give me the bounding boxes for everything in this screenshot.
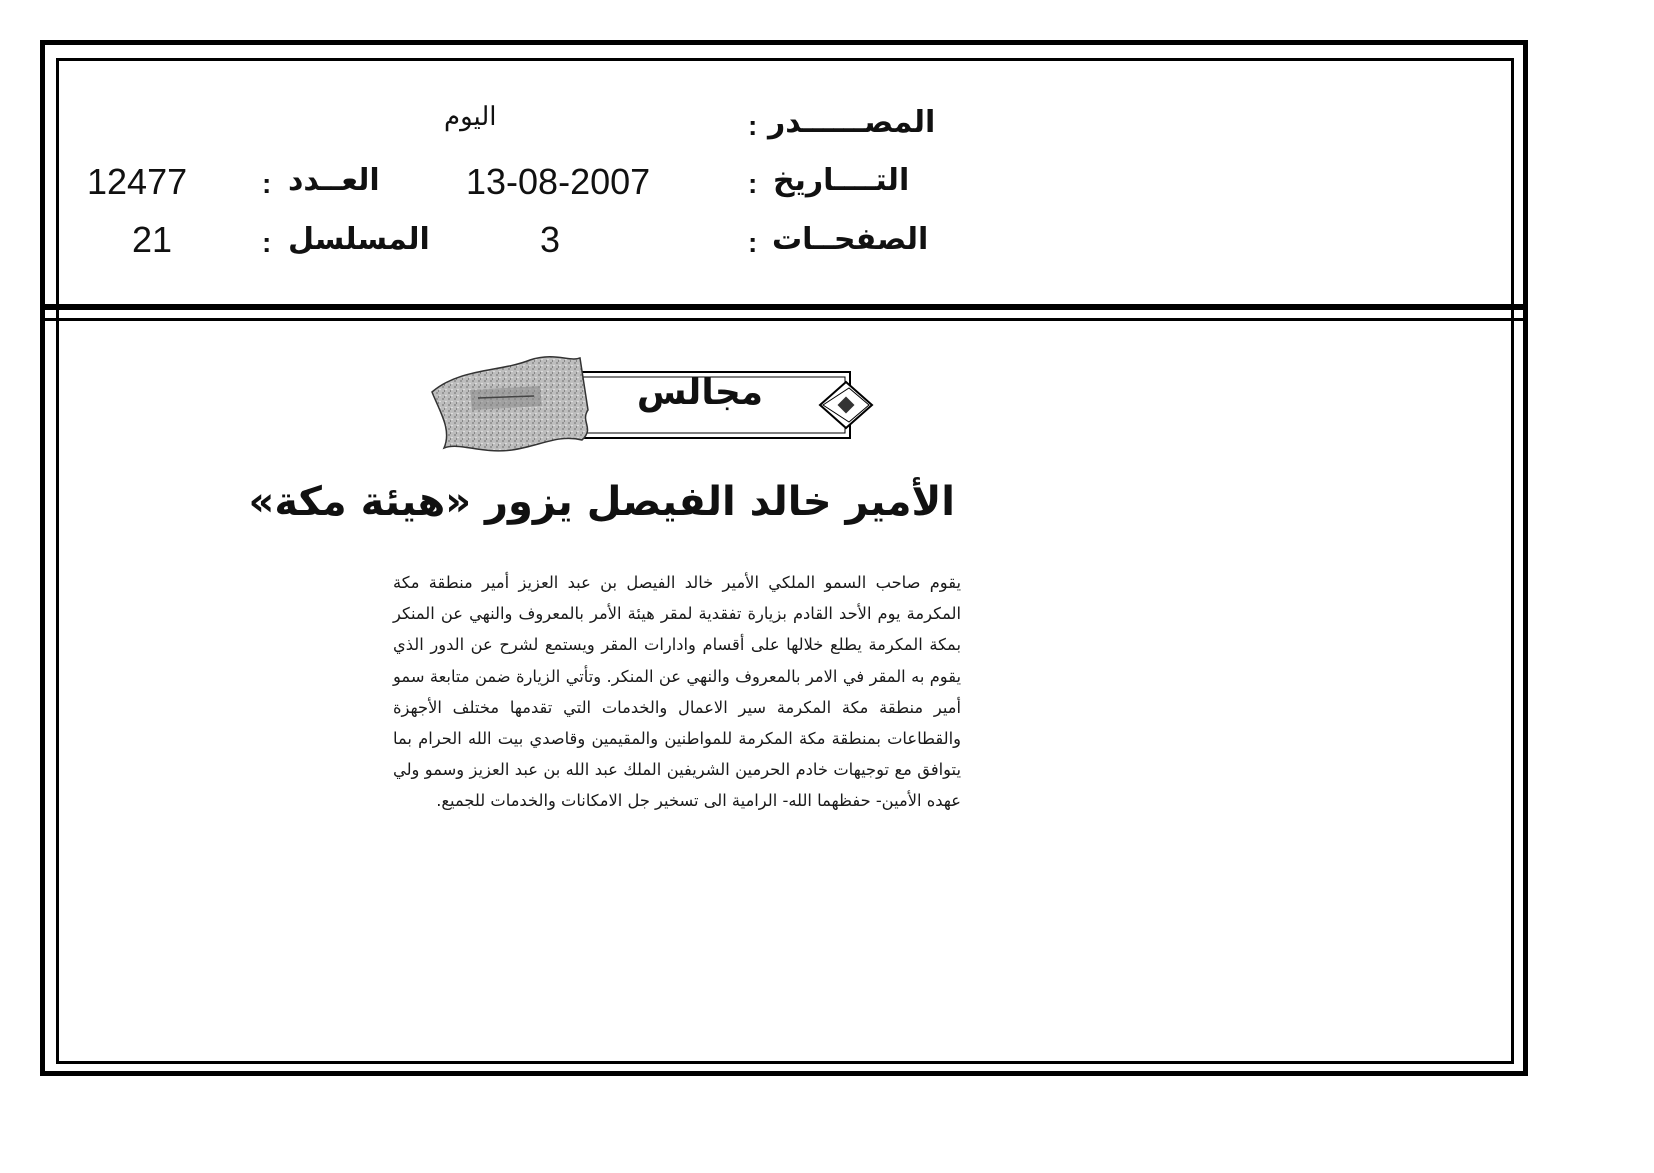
- issue-value: 12477: [87, 161, 188, 202]
- section-title: مجالس: [636, 372, 764, 413]
- pages-colon: :: [748, 227, 758, 258]
- header-divider-thick: [40, 304, 1528, 310]
- serial-label: المسلسل: [288, 222, 430, 257]
- serial-value: 21: [132, 219, 173, 260]
- source-label: المصــــــدر: [768, 105, 936, 140]
- pages-value: 3: [540, 219, 561, 260]
- date-label: التــــاريخ: [773, 163, 910, 198]
- header-divider-thin: [40, 318, 1528, 321]
- source-colon: :: [748, 110, 758, 141]
- source-value: اليوم: [444, 102, 497, 132]
- ornament-icon: [820, 382, 872, 428]
- issue-colon: :: [262, 168, 272, 199]
- pages-label: الصفحــات: [772, 222, 929, 257]
- flag-icon: [432, 357, 588, 451]
- article-body: يقوم صاحب السمو الملكي الأمير خالد الفيصل بن عبد العزيز أمير منطقة مكة المكرمة يوم الأحد القادم بزيارة تفقدية لمقر هيئة الأمر بالمعروف والنهي عن المنكر بمكة المكرمة يطلع خلالها على أقسام وادارات المقر ويستمع لشرح عن الدور الذي يقوم به المقر في الامر بالمعروف والنهي عن المنكر. وتأتي الزيارة ضمن متابعة سمو أمير منطقة مكة المكرمة سير الاعمال والخدمات التي تقدمها مختلف الأجهزة والقطاعات بمنطقة مكة المكرمة للمواطنين والمقيمين وقاصدي بيت الله الحرام بما يتوافق مع توجيهات خادم الحرمين الشريفين الملك عبد الله بن عبد العزيز وسمو ولي عهده الأمين- حفظهما الله- الرامية الى تسخير جل الامكانات والخدمات للجميع.: [393, 573, 961, 811]
- serial-colon: :: [262, 227, 272, 258]
- date-colon: :: [748, 168, 758, 199]
- date-value: 13-08-2007: [466, 161, 651, 202]
- article-headline: الأمير خالد الفيصل يزور «هيئة مكة»: [248, 479, 955, 525]
- issue-label: العــدد: [288, 163, 380, 198]
- inner-frame: [56, 58, 1514, 1064]
